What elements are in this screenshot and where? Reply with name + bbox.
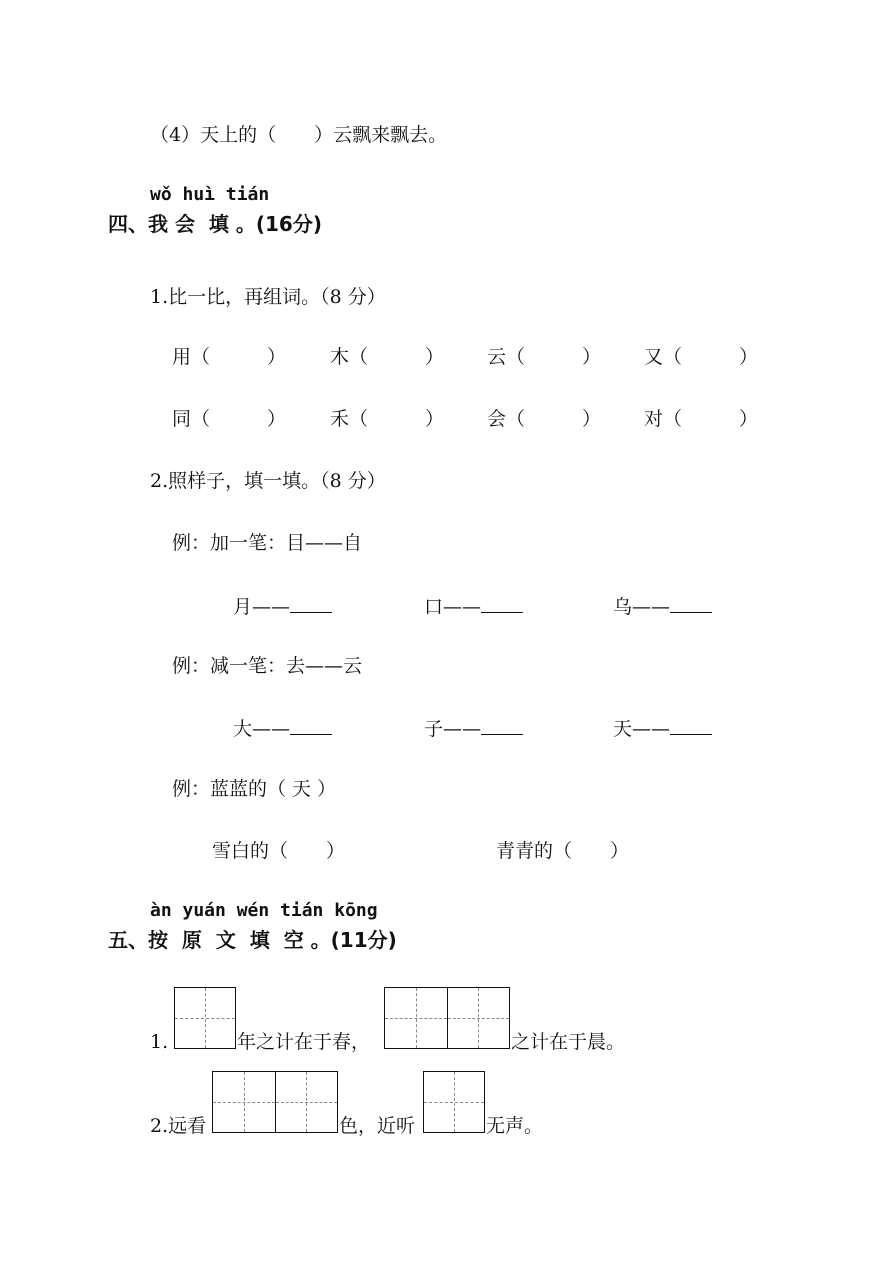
compare-word-6: 禾（ ）: [330, 408, 445, 430]
section5-pinyin: àn yuán wén tián kōng: [150, 900, 378, 921]
fill-item-2: 青青的（ ）: [496, 840, 630, 862]
compare-word-5: 同（ ）: [172, 408, 287, 430]
q2-prefix: 2.远看: [150, 1115, 207, 1137]
answer-blank[interactable]: [481, 718, 523, 735]
add-stroke-item-1: 月——: [233, 596, 332, 617]
remove-stroke-item-1: 大——: [233, 718, 332, 739]
tianzige-box-3[interactable]: [212, 1071, 338, 1133]
tianzige-box-4[interactable]: [423, 1071, 485, 1133]
compare-word-7: 会（ ）: [487, 408, 602, 430]
remove-stroke-item-2: 子——: [424, 718, 523, 739]
section4-pinyin: wǒ huì tián: [150, 184, 270, 205]
q1-text-a: 年之计在于春，: [237, 1031, 371, 1053]
tianzige-box-2[interactable]: [384, 987, 510, 1049]
answer-blank[interactable]: [290, 596, 332, 613]
section4-heading: 四、我 会 填 。(16分): [108, 212, 322, 236]
q1-text-b: 之计在于晨。: [511, 1031, 626, 1053]
example-fill: 例：蓝蓝的（ 天 ）: [172, 778, 337, 800]
remove-stroke-item-3: 天——: [613, 718, 712, 739]
question-item-4: （4）天上的（ ）云飘来飘去。: [150, 124, 448, 146]
answer-blank[interactable]: [290, 718, 332, 735]
q1-number: 1.: [150, 1031, 169, 1053]
add-stroke-item-2: 口——: [424, 596, 523, 617]
answer-blank[interactable]: [670, 596, 712, 613]
q2-text-b: 无声。: [486, 1115, 544, 1137]
compare-word-2: 木（ ）: [330, 346, 445, 368]
section5-heading: 五、按 原 文 填 空 。(11分): [108, 928, 397, 952]
add-stroke-item-3: 乌——: [613, 596, 712, 617]
fill-item-1: 雪白的（ ）: [212, 840, 346, 862]
compare-word-8: 对（ ）: [644, 408, 759, 430]
compare-word-4: 又（ ）: [644, 346, 759, 368]
answer-blank[interactable]: [481, 596, 523, 613]
tianzige-box-1[interactable]: [174, 987, 236, 1049]
example-add-stroke: 例：加一笔：目——自: [172, 532, 363, 554]
part1-title: 1.比一比，再组词。（8 分）: [150, 286, 386, 308]
answer-blank[interactable]: [670, 718, 712, 735]
q2-text-a: 色，近听: [339, 1115, 416, 1137]
part2-title: 2.照样子，填一填。（8 分）: [150, 470, 386, 492]
compare-word-1: 用（ ）: [172, 346, 287, 368]
example-remove-stroke: 例：减一笔：去——云: [172, 655, 363, 677]
compare-word-3: 云（ ）: [487, 346, 602, 368]
